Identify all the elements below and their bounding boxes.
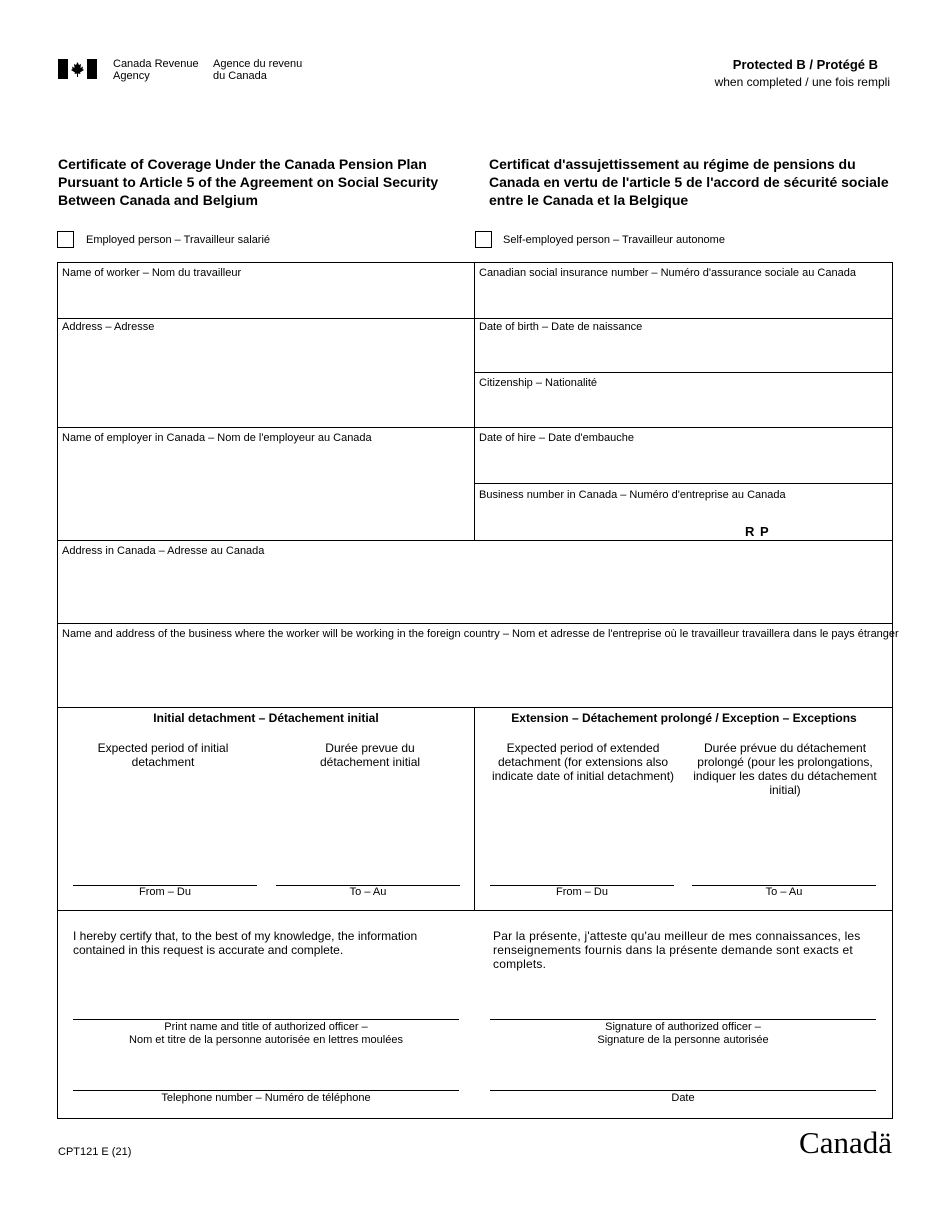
dob-label: Date of birth – Date de naissance xyxy=(479,321,643,333)
telephone-label: Telephone number – Numéro de téléphone xyxy=(161,1092,371,1104)
business-program-input[interactable] xyxy=(772,518,886,540)
employer-label: Name of employer in Canada – Nom de l'employeur au Canada xyxy=(62,432,372,444)
business-number-label: Business number in Canada – Numéro d'entreprise au Canada xyxy=(479,489,786,501)
foreign-business-label: Name and address of the business where the worker will be working in the foreign country – Nom et adresse de l'entreprise où le travailleur travaillera dans le pays étranger xyxy=(62,628,899,640)
signature-line1: Signature of authorized officer – xyxy=(605,1021,761,1033)
worker-name-input[interactable] xyxy=(62,288,471,314)
telephone-input[interactable] xyxy=(73,1066,463,1090)
business-number-input[interactable] xyxy=(479,508,738,534)
dob-input[interactable] xyxy=(479,342,888,368)
sin-label: Canadian social insurance number – Numéro d'assurance sociale au Canada xyxy=(479,267,856,279)
print-name-line1: Print name and title of authorized officer – xyxy=(164,1021,368,1033)
address-label: Address – Adresse xyxy=(62,321,155,333)
address-canada-input[interactable] xyxy=(62,562,888,622)
signature-line2: Signature de la personne autorisée xyxy=(597,1034,769,1046)
title-en: Certificate of Coverage Under the Canada Pension Plan Pursuant to Article 5 of the Agreement on Social Security Between Canada and Belgium xyxy=(58,156,439,208)
canada-flag-icon xyxy=(58,59,97,79)
initial-period-fr: Durée prevue du détachement initial xyxy=(319,741,421,769)
signature-field[interactable] xyxy=(490,995,876,1017)
agency-name-fr xyxy=(213,58,302,82)
address-canada-label: Address in Canada – Adresse au Canada xyxy=(62,545,265,557)
print-name-line2: Nom et titre de la personne autorisée en lettres moulées xyxy=(129,1034,403,1046)
hire-date-label: Date of hire – Date d'embauche xyxy=(479,432,634,444)
self-employed-checkbox[interactable] xyxy=(475,231,492,248)
agency-name-en xyxy=(113,58,199,82)
agency-fr-line2: du Canada xyxy=(213,70,267,82)
agency-fr-line1: Agence du revenu xyxy=(213,58,303,70)
certification-en: I hereby certify that, to the best of my knowledge, the information contained in this request is accurate and complete. xyxy=(73,929,418,957)
canada-wordmark: Canadä xyxy=(799,1125,892,1160)
initial-from-label: From – Du xyxy=(139,886,191,898)
agency-en-line2: Agency xyxy=(113,70,150,82)
extension-to-label: To – Au xyxy=(765,886,803,898)
extension-title: Extension – Détachement prolongé / Exception – Exceptions xyxy=(511,711,857,725)
extension-from-label: From – Du xyxy=(556,886,608,898)
title-fr: Certificat d'assujettissement au régime de pensions du Canada en vertu de l'article 5 de l'accord de sécurité sociale entre le Canada et la Belgique xyxy=(489,156,889,208)
worker-name-label: Name of worker – Nom du travailleur xyxy=(62,267,242,279)
extension-period-fr: Durée prévue du détachement prolongé (pour les prolongations, indiquer les dates du détachement initial) xyxy=(693,741,877,797)
initial-to-label: To – Au xyxy=(349,886,387,898)
signature-label xyxy=(490,1021,876,1047)
officer-name-input[interactable] xyxy=(73,995,463,1019)
date-input[interactable] xyxy=(490,1066,880,1090)
employer-input[interactable] xyxy=(62,450,471,538)
self-employed-label: Self-employed person – Travailleur autonome xyxy=(503,234,725,246)
employed-checkbox[interactable] xyxy=(57,231,74,248)
extension-from-input[interactable] xyxy=(490,862,678,886)
form-number: CPT121 E (21) xyxy=(58,1146,132,1158)
initial-to-input[interactable] xyxy=(276,862,464,886)
protected-label: Protected B / Protégé B xyxy=(732,57,878,72)
sin-input[interactable] xyxy=(479,288,888,314)
print-name-label xyxy=(73,1021,459,1047)
initial-detachment-title: Initial detachment – Détachement initial xyxy=(153,711,379,725)
initial-period-en: Expected period of initial detachment xyxy=(97,741,229,769)
hire-date-input[interactable] xyxy=(479,452,888,478)
foreign-business-input[interactable] xyxy=(62,645,888,705)
employed-label: Employed person – Travailleur salarié xyxy=(86,234,271,246)
date-label: Date xyxy=(671,1092,695,1104)
extension-period-en: Expected period of extended detachment (for extensions also indicate date of initial detachment) xyxy=(491,741,675,783)
address-input[interactable] xyxy=(62,338,471,426)
initial-from-input[interactable] xyxy=(73,862,261,886)
agency-en-line1: Canada Revenue xyxy=(113,58,199,70)
extension-to-input[interactable] xyxy=(692,862,880,886)
citizenship-input[interactable] xyxy=(479,397,888,423)
certification-fr: Par la présente, j'atteste qu'au meilleur de mes connaissances, les renseignements fournis dans la présente demande sont exacts et complets. xyxy=(493,929,861,971)
protected-sublabel: when completed / une fois rempli xyxy=(714,75,890,89)
rp-label: R P xyxy=(745,524,770,539)
citizenship-label: Citizenship – Nationalité xyxy=(479,377,598,389)
